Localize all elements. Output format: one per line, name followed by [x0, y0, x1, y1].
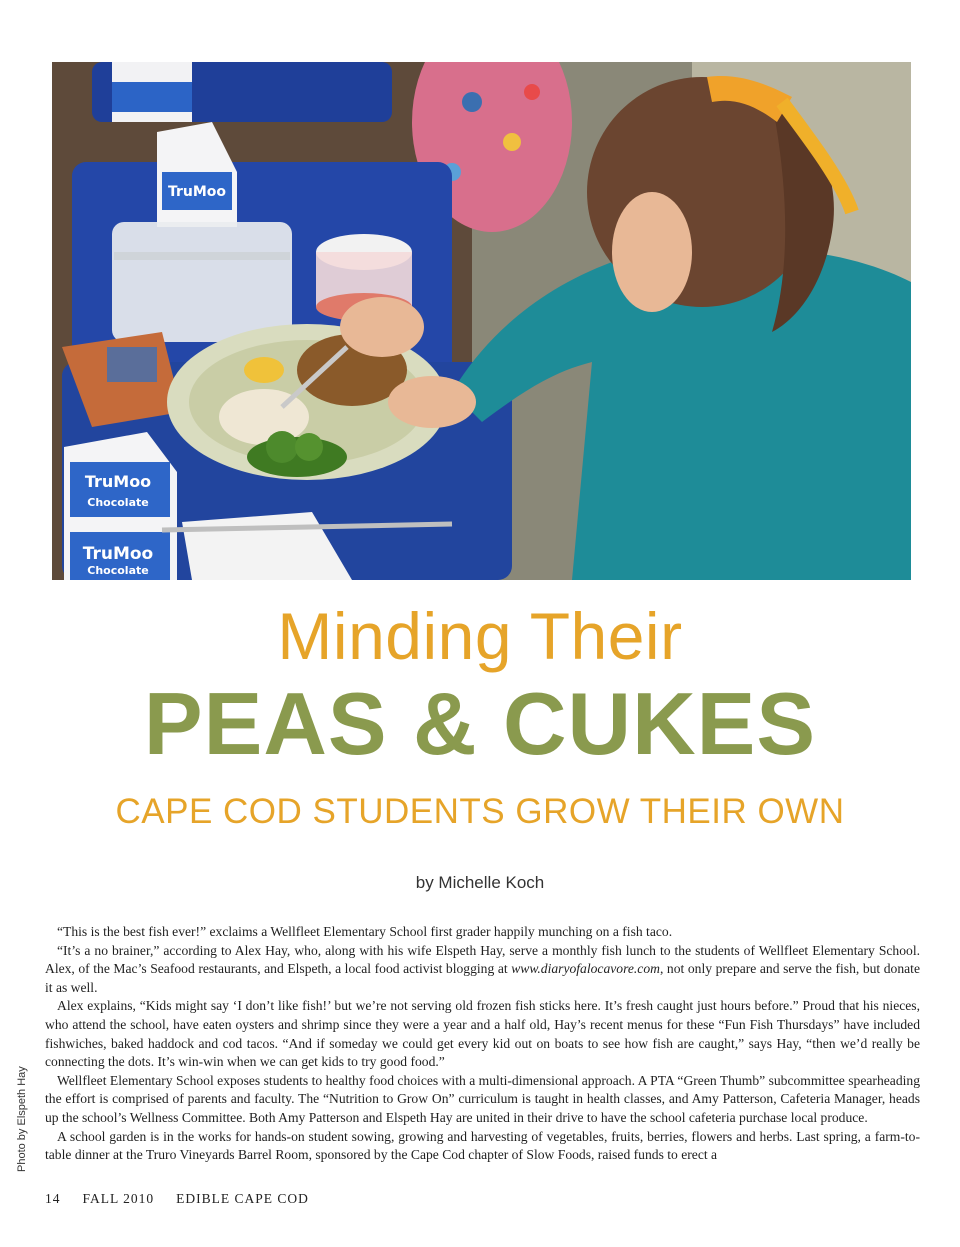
milk-carton-bottom — [64, 432, 177, 580]
paragraph-2 — [45, 942, 920, 998]
svg-text:TruMoo: TruMoo — [82, 544, 154, 564]
issue-label: FALL 2010 — [82, 1191, 155, 1206]
byline: by Michelle Koch — [415, 873, 545, 892]
publication-name: EDIBLE CAPE COD — [176, 1191, 309, 1206]
cafeteria-lunch-illustration — [52, 62, 911, 580]
photo-credit: Photo by Elspeth Hay — [16, 1066, 28, 1172]
paragraph-5: A school garden is in the works for hands-on student sowing, growing and harvesting of vegetables, fruits, berries, flowers and herbs. Last spring, a farm-to-table dinner at the Truro Vineyards Barrel Room, sponsored by the Cape Cod chapter of Slow Foods, raised funds to erect a — [45, 1128, 920, 1163]
paragraph-1: “This is the best fish ever!” exclaims a Wellfleet Elementary School first grader happily munching on a fish taco. — [57, 924, 673, 939]
paragraph-3: Alex explains, “Kids might say ‘I don’t like fish!’ but we’re not serving old frozen fish sticks here. It’s fresh caught just hours before.” Proud that his nieces, who attend the school, have eaten oysters and shrimp since they were a year and a half old, Hay’s recent menus for these “Fun Fish Thursdays” have included fishwiches, baked haddock and cod tacos. “And if someday we could get every kid out on boats to see how fish are caught,” says Hay, “then we’d really be connecting the dots. It’s win-win when we can get kids to try good food.” — [45, 998, 920, 1070]
article-body — [45, 923, 920, 1165]
subtitle: CAPE COD STUDENTS GROW THEIR OWN — [115, 792, 845, 831]
page-number: 14 — [45, 1191, 61, 1206]
page-footer — [45, 1191, 331, 1207]
blog-link[interactable]: www.diaryofalocavore.com — [511, 961, 660, 977]
headline-line-2: PEAS & CUKES — [143, 674, 817, 773]
headline-line-1: Minding Their — [277, 599, 683, 673]
svg-text:Chocolate: Chocolate — [87, 496, 149, 509]
cover-photo — [52, 62, 911, 580]
paragraph-4: Wellfleet Elementary School exposes students to healthy food choices with a multi-dimensional approach. A PTA “Green Thumb” subcommittee spearheading the effort is comprised of parents and faculty. The “Nutrition to Grow On” curriculum is taught in health classes, and Amy Patterson, Cafeteria Manager, heads up the school’s Wellness Committee. Both Amy Patterson and Elspeth Hay are united in their drive to have the school cafeteria purchase local produce. — [45, 1072, 920, 1125]
paragraph-2-text-a: “It’s a no brainer,” according to Alex Hay, who, along with his wife Elspeth Hay, serve a monthly fish lunch to the students of Wellfleet Elementary School. Alex, of the Mac’s Seafood restaurants, and Elspeth, a local food activist blogging at — [45, 942, 920, 977]
paragraph-2-text-b: , not only prepare and serve the fish, but donate it as well. — [45, 961, 920, 995]
svg-text:TruMoo: TruMoo — [167, 184, 227, 200]
milk-carton-top — [112, 62, 192, 122]
svg-text:Chocolate: Chocolate — [87, 564, 149, 577]
svg-text:TruMoo: TruMoo — [84, 472, 152, 491]
